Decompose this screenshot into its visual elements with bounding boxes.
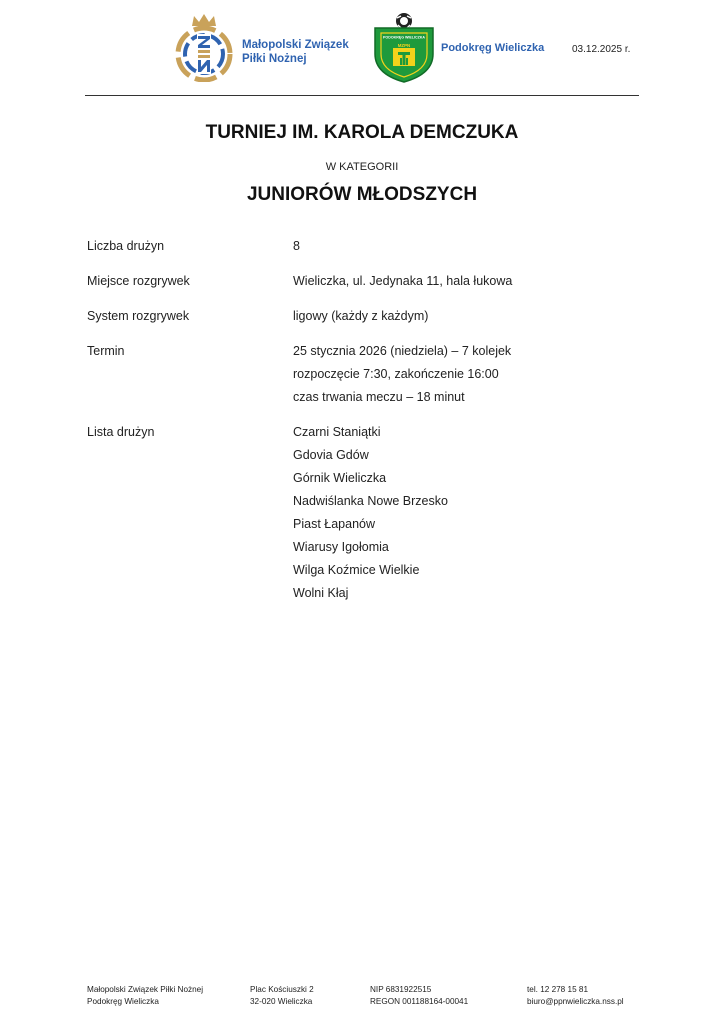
team-item: Górnik Wieliczka [293,471,387,485]
letterhead [0,0,724,96]
footer-contact [527,984,624,1008]
footer-phone: tel. 12 278 15 81 [527,985,589,994]
info-row-venue [87,270,647,293]
footer-registry [370,984,468,1008]
team-item: Nadwiślanka Nowe Brzesko [293,494,448,508]
venue-label: Miejsce rozgrywek [87,274,190,288]
mzpn-name [242,38,349,66]
team-item: Gdovia Gdów [293,448,369,462]
footer-address-line1: Plac Kościuszki 2 [250,985,314,994]
footer-nip: NIP 6831922515 [370,985,432,994]
mzpn-name-line2: Piłki Nożnej [242,53,307,65]
document-date: 03.12.2025 r. [572,44,631,55]
page-footer [87,984,647,1014]
podokreg-badge-icon [371,12,437,84]
tournament-info [87,235,647,617]
system-value: ligowy (każdy z każdym) [293,309,429,323]
info-row-system [87,305,647,328]
teams-label: Lista drużyn [87,425,155,439]
footer-org-line1: Małopolski Związek Piłki Nożnej [87,985,204,994]
schedule-line: czas trwania meczu – 18 minut [293,390,465,404]
info-row-team-count [87,235,647,258]
badge-top-text: PODOKRĘG WIELICZKA [383,35,425,40]
team-item: Wilga Koźmice Wielkie [293,563,420,577]
team-item: Wiarusy Igołomia [293,540,389,554]
team-item: Wolni Kłaj [293,586,349,600]
schedule-label: Termin [87,344,125,358]
team-item: Czarni Staniątki [293,425,381,439]
podokreg-name: Podokręg Wieliczka [441,42,545,54]
mzpn-logo-icon [174,12,234,82]
badge-mid-text: MZPN [397,42,411,48]
footer-address-line2: 32-020 Wieliczka [250,997,313,1006]
footer-org [87,984,203,1008]
header-divider [85,95,639,96]
tournament-title: TURNIEJ IM. KAROLA DEMCZUKA [205,122,519,143]
team-item: Piast Łapanów [293,517,376,531]
footer-org-line2: Podokręg Wieliczka [87,997,159,1006]
info-row-schedule [87,340,647,409]
category-title: JUNIORÓW MŁODSZYCH [246,184,478,205]
venue-value: Wieliczka, ul. Jedynaka 11, hala łukowa [293,274,513,288]
team-count-value: 8 [293,239,300,253]
footer-regon: REGON 001188164-00041 [370,997,469,1006]
footer-address [250,984,314,1008]
teams-list [293,421,647,605]
mzpn-name-line1: Małopolski Związek [242,39,349,51]
system-label: System rozgrywek [87,309,190,323]
schedule-line: 25 stycznia 2026 (niedziela) – 7 kolejek [293,344,512,358]
category-subtitle: W KATEGORII [325,161,399,173]
schedule-line: rozpoczęcie 7:30, zakończenie 16:00 [293,367,499,381]
team-count-label: Liczba drużyn [87,239,165,253]
info-row-teams [87,421,647,605]
footer-email: biuro@ppnwieliczka.nss.pl [527,997,624,1006]
